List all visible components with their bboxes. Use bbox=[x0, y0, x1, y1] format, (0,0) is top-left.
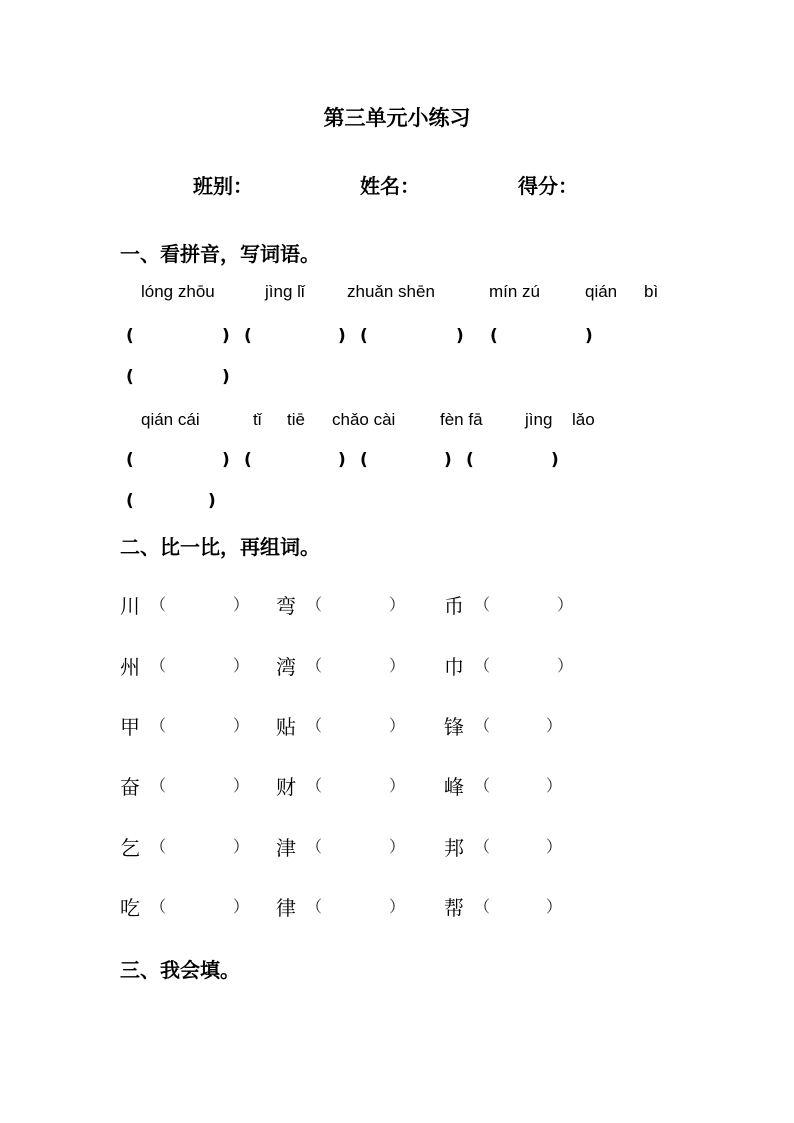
open-paren: （ bbox=[474, 716, 491, 735]
open-paren: （ bbox=[150, 897, 167, 916]
blank-close-paren: ) bbox=[338, 450, 346, 470]
compare-char: 弯 bbox=[276, 594, 296, 618]
close-paren: ） bbox=[546, 716, 563, 735]
close-paren: ） bbox=[233, 716, 250, 735]
section-2-heading: 二、比一比，再组词。 bbox=[120, 535, 320, 559]
close-paren: ） bbox=[389, 656, 406, 675]
close-paren: ） bbox=[546, 837, 563, 856]
blank-close-paren: ) bbox=[585, 326, 593, 346]
close-paren: ） bbox=[389, 776, 406, 795]
compare-char: 律 bbox=[276, 896, 296, 920]
page-title: 第三单元小练习 bbox=[323, 106, 471, 130]
compare-char: 吃 bbox=[120, 896, 140, 920]
blank-open-paren: ( bbox=[360, 450, 368, 470]
open-paren: （ bbox=[306, 897, 323, 916]
open-paren: （ bbox=[150, 656, 167, 675]
open-paren: （ bbox=[150, 837, 167, 856]
compare-char: 帮 bbox=[444, 896, 464, 920]
blank-close-paren: ) bbox=[444, 450, 452, 470]
close-paren: ） bbox=[546, 776, 563, 795]
pinyin: zhuǎn shēn bbox=[347, 282, 435, 301]
open-paren: （ bbox=[306, 776, 323, 795]
blank-close-paren: ) bbox=[222, 450, 230, 470]
open-paren: （ bbox=[474, 897, 491, 916]
open-paren: （ bbox=[474, 837, 491, 856]
pinyin: tiē bbox=[287, 410, 305, 429]
close-paren: ） bbox=[389, 837, 406, 856]
class-label: 班别： bbox=[193, 174, 253, 198]
compare-char: 州 bbox=[120, 655, 140, 679]
close-paren: ） bbox=[557, 595, 574, 614]
compare-char: 币 bbox=[444, 594, 464, 618]
blank-open-paren: ( bbox=[126, 491, 134, 511]
score-label: 得分： bbox=[518, 174, 578, 198]
close-paren: ） bbox=[389, 716, 406, 735]
compare-char: 邦 bbox=[444, 836, 464, 860]
pinyin: qián cái bbox=[141, 410, 200, 429]
section-1-heading: 一、看拼音，写词语。 bbox=[120, 242, 320, 266]
blank-open-paren: ( bbox=[244, 326, 252, 346]
compare-char: 奋 bbox=[120, 775, 140, 799]
compare-char: 财 bbox=[276, 775, 296, 799]
compare-char: 津 bbox=[276, 836, 296, 860]
open-paren: （ bbox=[474, 595, 491, 614]
blank-close-paren: ) bbox=[222, 367, 230, 387]
open-paren: （ bbox=[306, 716, 323, 735]
name-label: 姓名： bbox=[360, 174, 420, 198]
pinyin: mín zú bbox=[489, 282, 541, 301]
blank-open-paren: ( bbox=[244, 450, 252, 470]
section-3-heading: 三、我会填。 bbox=[120, 958, 240, 982]
compare-char: 巾 bbox=[444, 655, 464, 679]
blank-open-paren: ( bbox=[126, 450, 134, 470]
compare-char: 峰 bbox=[444, 775, 464, 799]
pinyin: fèn fā bbox=[440, 410, 483, 429]
open-paren: （ bbox=[150, 776, 167, 795]
blank-open-paren: ( bbox=[466, 450, 474, 470]
close-paren: ） bbox=[233, 897, 250, 916]
pinyin: lóng zhōu bbox=[141, 282, 215, 301]
open-paren: （ bbox=[474, 656, 491, 675]
open-paren: （ bbox=[306, 656, 323, 675]
pinyin: jìng lǐ bbox=[265, 282, 305, 301]
close-paren: ） bbox=[389, 595, 406, 614]
close-paren: ） bbox=[546, 897, 563, 916]
blank-close-paren: ) bbox=[222, 326, 230, 346]
close-paren: ） bbox=[557, 656, 574, 675]
close-paren: ） bbox=[233, 656, 250, 675]
pinyin: tǐ bbox=[253, 410, 262, 429]
close-paren: ） bbox=[233, 595, 250, 614]
pinyin: lǎo bbox=[572, 410, 595, 429]
blank-close-paren: ) bbox=[208, 491, 216, 511]
compare-char: 湾 bbox=[276, 655, 296, 679]
open-paren: （ bbox=[306, 595, 323, 614]
close-paren: ） bbox=[233, 776, 250, 795]
close-paren: ） bbox=[233, 837, 250, 856]
blank-close-paren: ) bbox=[338, 326, 346, 346]
blank-open-paren: ( bbox=[126, 367, 134, 387]
blank-open-paren: ( bbox=[126, 326, 134, 346]
compare-char: 川 bbox=[120, 594, 140, 618]
compare-char: 乞 bbox=[120, 836, 140, 860]
blank-open-paren: ( bbox=[490, 326, 498, 346]
blank-open-paren: ( bbox=[360, 326, 368, 346]
compare-char: 贴 bbox=[276, 715, 296, 739]
pinyin: qián bbox=[585, 282, 618, 301]
pinyin: bì bbox=[644, 282, 659, 301]
pinyin: chǎo cài bbox=[332, 410, 396, 429]
blank-close-paren: ) bbox=[551, 450, 559, 470]
open-paren: （ bbox=[306, 837, 323, 856]
compare-char: 锋 bbox=[444, 715, 464, 739]
close-paren: ） bbox=[389, 897, 406, 916]
compare-char: 甲 bbox=[120, 715, 140, 739]
blank-close-paren: ) bbox=[456, 326, 464, 346]
open-paren: （ bbox=[150, 595, 167, 614]
pinyin: jìng bbox=[525, 410, 553, 429]
open-paren: （ bbox=[150, 716, 167, 735]
open-paren: （ bbox=[474, 776, 491, 795]
